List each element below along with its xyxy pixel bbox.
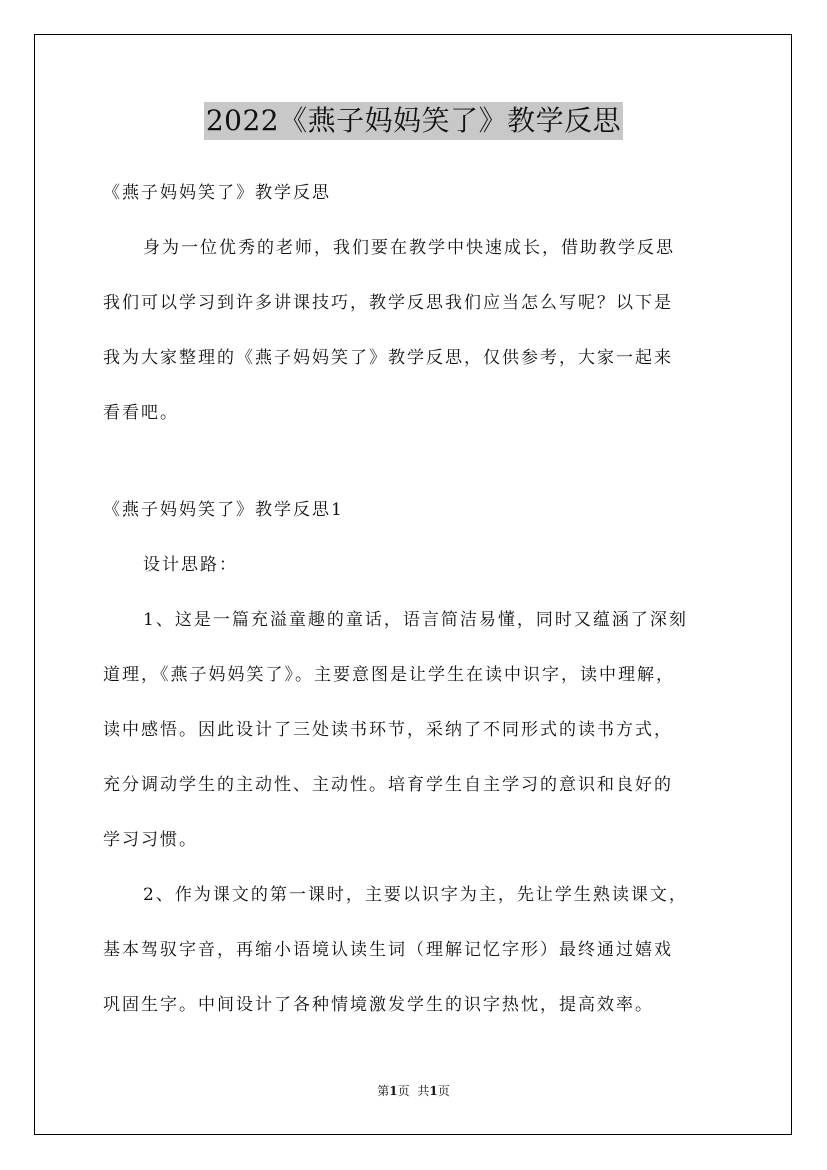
title-container — [0, 102, 827, 140]
text-line: 巩固生字。中间设计了各种情境激发学生的识字热忱，提高效率。 — [103, 995, 654, 1015]
text-line: 学习习惯。 — [103, 830, 198, 850]
document-body — [103, 174, 743, 1041]
text-line: 《燕子妈妈笑了》教学反思1 — [103, 500, 344, 520]
total-label-suffix: 页 — [437, 1084, 450, 1098]
text-line: 1、这是一篇充溢童趣的童话，语言简洁易懂，同时又蕴涵了深刻 — [143, 610, 688, 630]
text-line: 看看吧。 — [103, 403, 179, 423]
text-line: 充分调动学生的主动性、主动性。培育学生自主学习的意识和良好的 — [103, 775, 673, 795]
page-label-suffix: 页 — [397, 1084, 410, 1098]
total-label-prefix: 共 — [417, 1084, 430, 1098]
text-line: 《燕子妈妈笑了》教学反思 — [103, 183, 331, 203]
total-pages: 1 — [429, 1084, 438, 1098]
text-line: 读中感悟。因此设计了三处读书环节，采纳了不同形式的读书方式， — [103, 720, 673, 740]
text-line: 身为一位优秀的老师，我们要在教学中快速成长，借助教学反思 — [143, 238, 675, 258]
text-line: 我们可以学习到许多讲课技巧，教学反思我们应当怎么写呢？以下是 — [103, 293, 673, 313]
paragraph-gap — [103, 449, 743, 491]
text-line: 道理，《燕子妈妈笑了》。主要意图是让学生在读中识字，读中理解， — [103, 665, 675, 685]
text-line: 基本驾驭字音，再缩小语境认读生词（理解记忆字形）最终通过嬉戏 — [103, 940, 673, 960]
document-title: 2022《燕子妈妈笑了》教学反思 — [204, 102, 623, 140]
text-line: 设计思路： — [143, 555, 238, 575]
text-line: 2、作为课文的第一课时，主要以识字为主，先让学生熟读课文， — [143, 885, 688, 905]
page-label-prefix: 第 — [377, 1084, 390, 1098]
text-line: 我为大家整理的《燕子妈妈笑了》教学反思，仅供参考，大家一起来 — [103, 348, 673, 368]
page-number: 1 — [389, 1084, 398, 1098]
page-footer — [0, 1083, 827, 1099]
